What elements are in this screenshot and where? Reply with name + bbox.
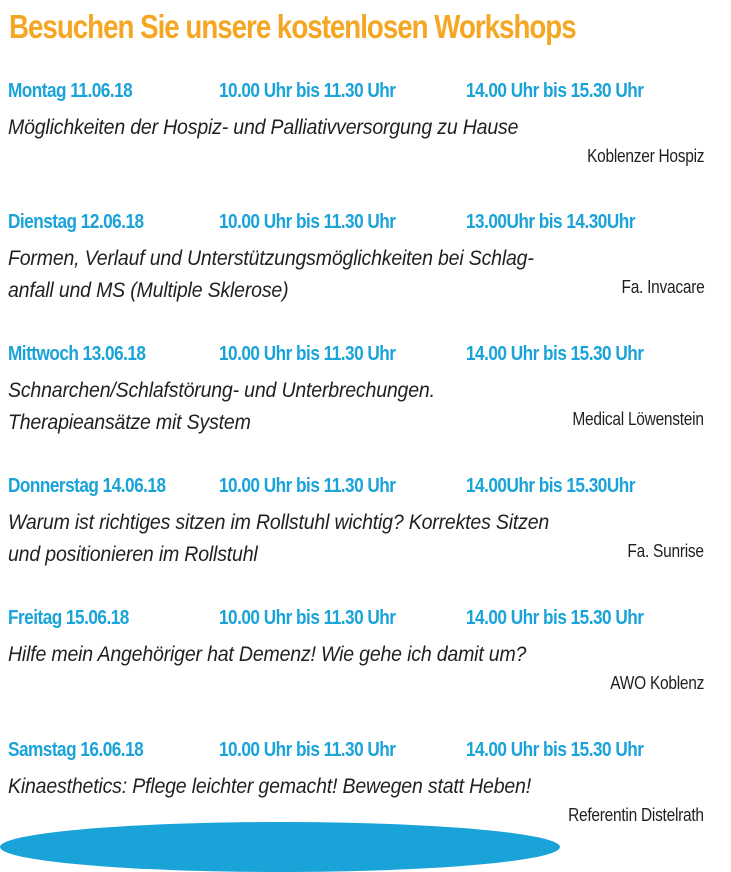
workshop-friday xyxy=(8,607,704,693)
workshop-speaker: Fa. Sunrise xyxy=(627,541,704,561)
workshop-speaker: AWO Koblenz xyxy=(610,673,704,693)
workshop-topic-line: Schnarchen/Schlafstörung- und Unterbrechungen. xyxy=(8,379,435,402)
workshop-time-afternoon: 14.00 Uhr bis 15.30 Uhr xyxy=(466,607,644,629)
workshop-topic-line: Möglichkeiten der Hospiz- und Palliativversorgung zu Hause xyxy=(8,116,519,139)
workshop-topic-line: Formen, Verlauf und Unterstützungsmöglichkeiten bei Schlag- xyxy=(8,247,534,270)
workshop-day: Samstag 16.06.18 xyxy=(8,739,144,761)
workshop-header xyxy=(8,211,704,237)
workshop-topic xyxy=(8,639,704,671)
workshop-time-morning: 10.00 Uhr bis 11.30 Uhr xyxy=(219,739,396,761)
workshop-speaker: Fa. Invacare xyxy=(621,277,704,297)
workshop-header xyxy=(8,80,704,106)
workshop-topic-line: Therapieansätze mit System xyxy=(8,411,251,434)
workshop-saturday xyxy=(8,739,704,825)
workshop-day: Montag 11.06.18 xyxy=(8,80,133,102)
workshop-topic-line: Hilfe mein Angehöriger hat Demenz! Wie gehe ich damit um? xyxy=(8,643,527,666)
workshop-topic xyxy=(8,112,704,144)
workshop-topic xyxy=(8,771,704,803)
workshop-topic-line: Kinaesthetics: Pflege leichter gemacht! Bewegen statt Heben! xyxy=(8,775,531,798)
workshop-time-morning: 10.00 Uhr bis 11.30 Uhr xyxy=(219,475,396,497)
workshop-topic-line: anfall und MS (Multiple Sklerose) xyxy=(8,279,289,302)
workshop-monday xyxy=(8,80,704,166)
workshop-header xyxy=(8,607,704,633)
workshop-time-morning: 10.00 Uhr bis 11.30 Uhr xyxy=(219,211,396,233)
workshop-header xyxy=(8,475,704,501)
workshop-time-morning: 10.00 Uhr bis 11.30 Uhr xyxy=(219,607,396,629)
workshop-speaker: Medical Löwenstein xyxy=(572,409,704,429)
workshop-time-afternoon: 13.00Uhr bis 14.30Uhr xyxy=(466,211,635,233)
workshop-topic xyxy=(8,243,704,307)
workshop-time-afternoon: 14.00Uhr bis 15.30Uhr xyxy=(466,475,635,497)
workshop-day: Freitag 15.06.18 xyxy=(8,607,129,629)
workshop-header xyxy=(8,739,704,765)
workshop-header xyxy=(8,343,704,369)
workshop-tuesday xyxy=(8,211,704,307)
workshop-topic-line: und positionieren im Rollstuhl xyxy=(8,543,258,566)
workshop-time-afternoon: 14.00 Uhr bis 15.30 Uhr xyxy=(466,343,644,365)
workshop-thursday xyxy=(8,475,704,571)
decorative-blue-arc xyxy=(0,822,560,872)
workshop-day: Donnerstag 14.06.18 xyxy=(8,475,166,497)
workshop-day: Dienstag 12.06.18 xyxy=(8,211,144,233)
workshop-time-morning: 10.00 Uhr bis 11.30 Uhr xyxy=(219,343,396,365)
workshop-topic-line: Warum ist richtiges sitzen im Rollstuhl wichtig? Korrektes Sitzen xyxy=(8,511,550,534)
workshop-time-afternoon: 14.00 Uhr bis 15.30 Uhr xyxy=(466,739,644,761)
workshop-time-morning: 10.00 Uhr bis 11.30 Uhr xyxy=(219,80,396,102)
workshop-topic xyxy=(8,507,704,571)
workshop-time-afternoon: 14.00 Uhr bis 15.30 Uhr xyxy=(466,80,644,102)
workshop-speaker: Koblenzer Hospiz xyxy=(586,146,704,166)
page-title: Besuchen Sie unsere kostenlosen Workshops xyxy=(9,8,576,45)
workshop-speaker: Referentin Distelrath xyxy=(568,805,704,825)
workshop-wednesday xyxy=(8,343,704,439)
workshop-day: Mittwoch 13.06.18 xyxy=(8,343,146,365)
